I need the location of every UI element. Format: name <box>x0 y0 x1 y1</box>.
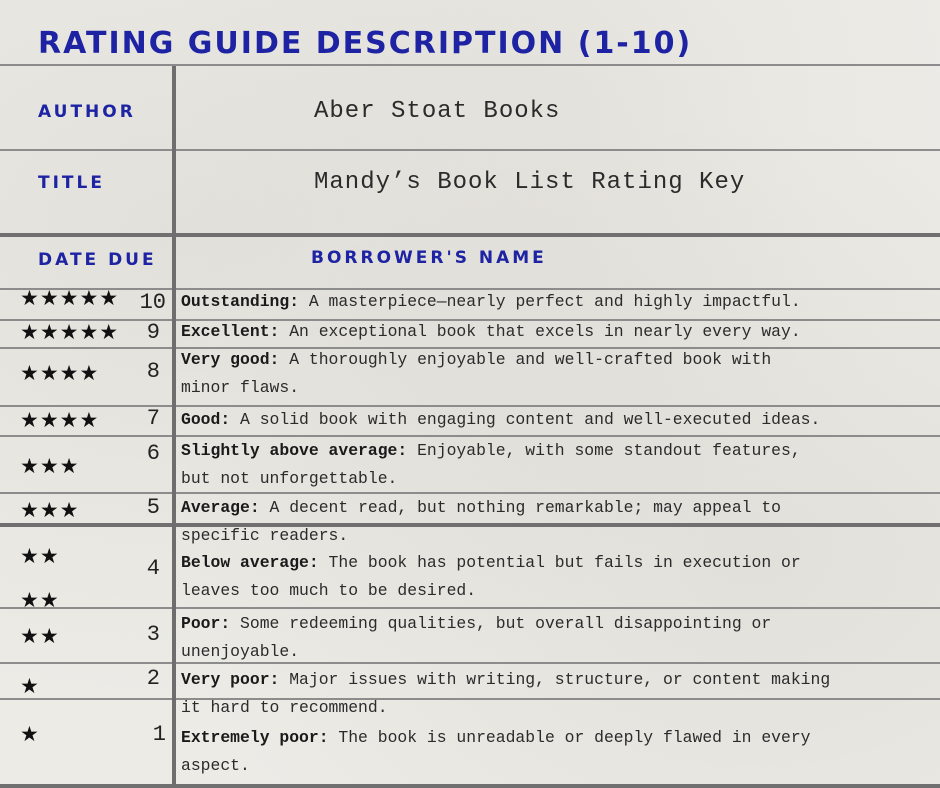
author-value: Aber Stoat Books <box>314 98 561 125</box>
divider <box>0 784 940 788</box>
date-due-label: DATE DUE <box>38 250 157 270</box>
rating-term: Excellent: <box>181 322 280 341</box>
rating-term: Extremely poor: <box>181 728 329 747</box>
rating-7-description: Good: A solid book with engaging content and well-executed ideas. <box>181 410 821 429</box>
rating-8-description: Very good: A thoroughly enjoyable and well-crafted book with minor flaws. <box>181 350 772 397</box>
title-label: TITLE <box>38 173 105 193</box>
rating-10-description: Outstanding: A masterpiece—nearly perfect and highly impactful. <box>181 292 801 311</box>
divider <box>0 64 940 66</box>
rating-term: Slightly above average: <box>181 441 408 460</box>
rating-9-number: 9 <box>146 320 160 345</box>
rating-term: Poor: <box>181 614 231 633</box>
rating-6-number: 6 <box>146 441 160 466</box>
rating-5-stars: ★★★ <box>20 498 80 522</box>
rating-8-stars: ★★★★ <box>20 361 100 385</box>
vertical-divider <box>172 66 176 786</box>
rating-4-number: 4 <box>146 556 160 581</box>
rating-term: Very good: <box>181 350 280 369</box>
rating-3-description: Poor: Some redeeming qualities, but overall disappointing or unenjoyable. <box>181 614 772 661</box>
rating-term: Very poor: <box>181 670 280 689</box>
page-title: RATING GUIDE DESCRIPTION (1-10) <box>38 26 693 61</box>
rating-7-stars: ★★★★ <box>20 408 100 432</box>
rating-9-description: Excellent: An exceptional book that excels in nearly every way. <box>181 322 801 341</box>
rating-10-number: 10 <box>139 290 166 315</box>
author-label: AUTHOR <box>38 102 136 122</box>
rating-8-number: 8 <box>146 359 160 384</box>
divider <box>0 607 940 609</box>
rating-1-description: Extremely poor: The book is unreadable or deeply flawed in every aspect. <box>181 728 811 775</box>
rating-term: Average: <box>181 498 260 517</box>
rating-2-description: Very poor: Major issues with writing, structure, or content making it hard to recommend. <box>181 670 831 717</box>
borrower-label: BORROWER'S NAME <box>311 248 547 268</box>
title-value: Mandy’s Book List Rating Key <box>314 169 746 196</box>
rating-4-description: Below average: The book has potential but fails in execution or leaves too much to be desired. <box>181 553 801 600</box>
rating-4-stars-extra: ★★ <box>20 588 60 612</box>
rating-6-description: Slightly above average: Enjoyable, with some standout features, but not unforgettable. <box>181 441 801 488</box>
rating-5-description: Average: A decent read, but nothing remarkable; may appeal to specific readers. <box>181 498 782 545</box>
rating-7-number: 7 <box>146 406 160 431</box>
rating-9-stars: ★★★★★ <box>20 320 120 344</box>
divider <box>0 233 940 237</box>
rating-4-stars: ★★ <box>20 544 60 568</box>
rating-term: Good: <box>181 410 231 429</box>
rating-5-number: 5 <box>146 495 160 520</box>
rating-1-stars: ★ <box>20 722 40 746</box>
rating-term: Below average: <box>181 553 319 572</box>
rating-2-number: 2 <box>146 666 160 691</box>
divider <box>0 149 940 151</box>
rating-10-stars: ★★★★★ <box>20 286 120 310</box>
rating-3-number: 3 <box>146 622 160 647</box>
rating-2-stars: ★ <box>20 674 40 698</box>
rating-1-number: 1 <box>152 722 166 747</box>
rating-6-stars: ★★★ <box>20 454 80 478</box>
rating-3-stars: ★★ <box>20 624 60 648</box>
rating-term: Outstanding: <box>181 292 300 311</box>
